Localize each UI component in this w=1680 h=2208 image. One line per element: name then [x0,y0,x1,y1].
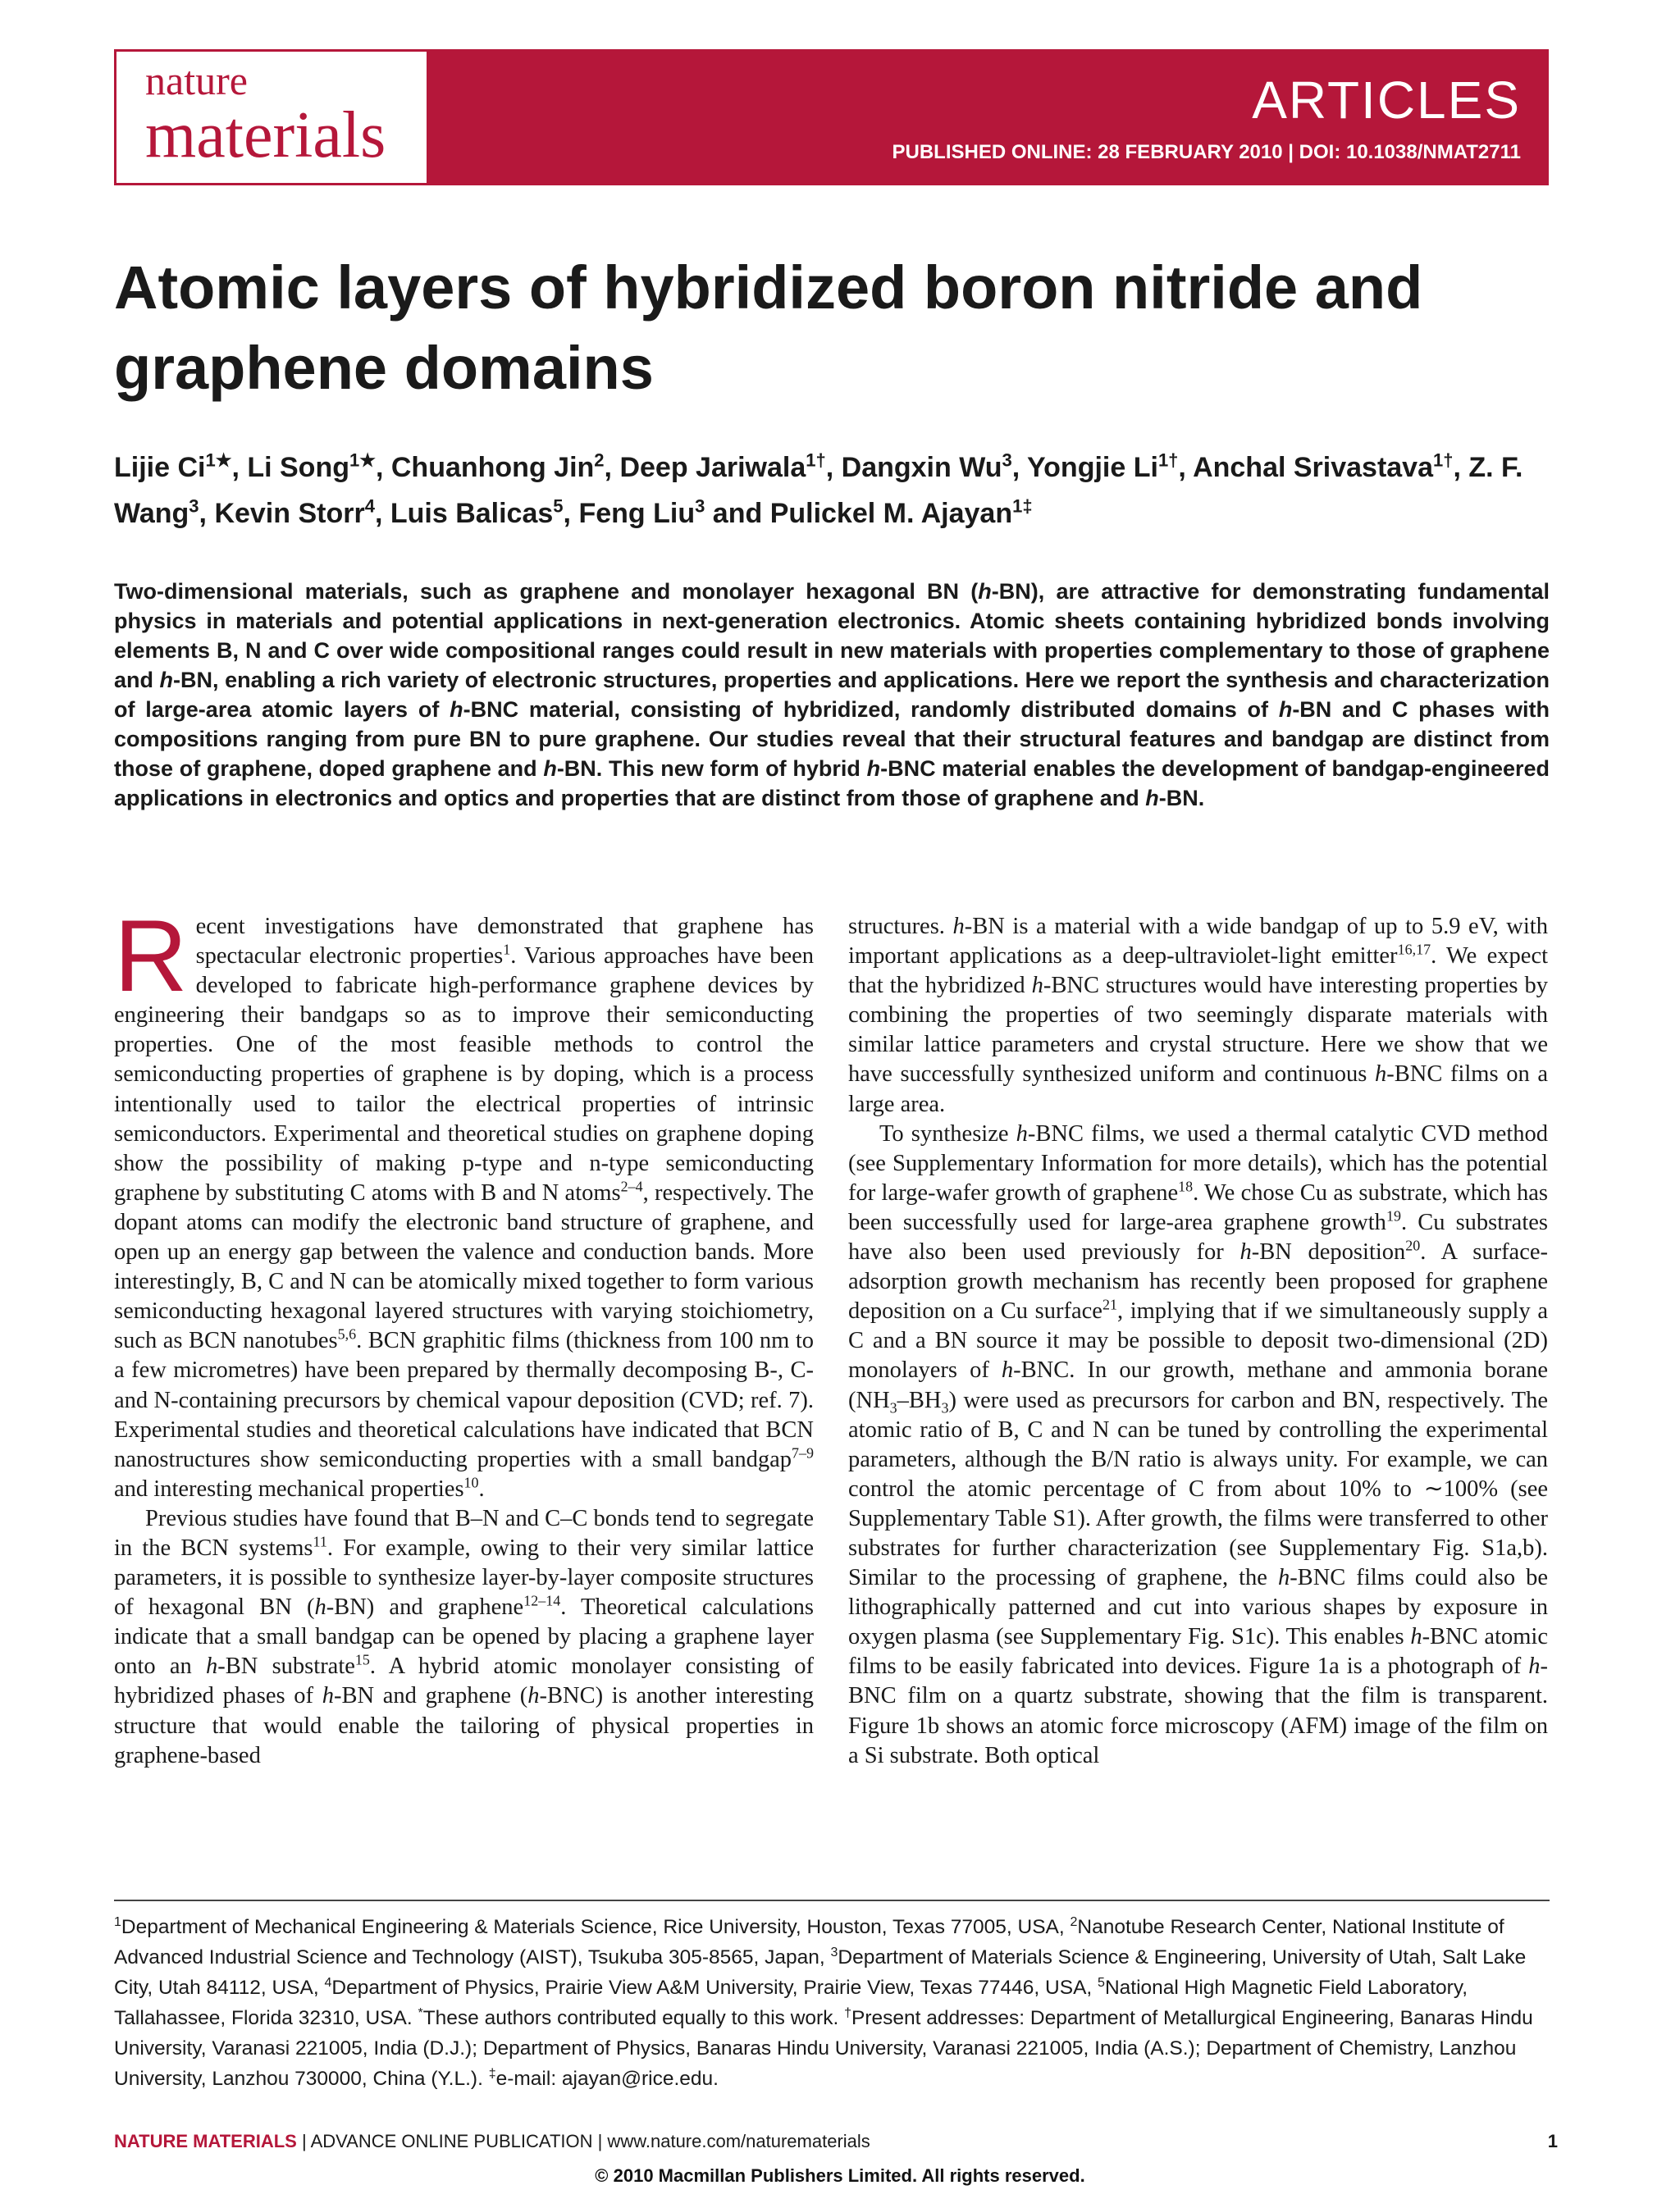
author-name: Feng Liu [578,498,696,529]
journal-logo [114,49,429,185]
body-paragraph: Previous studies have found that B–N and C–C bonds tend to segregate in the BCN systems$^{11}$. For example, owing to their very similar lattice parameters, it is possible to synthesize layer-by-layer composite structures of hexagonal BN (h-BN) and graphene$^{12-14}$. Theoretical calculations indicate that a small bandgap can be opened by placing a graphene layer onto an h-BN substrate$^{15}$. A hybrid atomic monolayer consisting of hybridized phases of h-BN and graphene (h-BNC) is another interesting structure that would enable the tailoring of physical properties in graphene-based [114,1505,814,1768]
footnote-divider [114,1900,1550,1901]
footer-journal-name: NATURE MATERIALS [114,2131,297,2151]
italic-text: h [527,1683,540,1709]
superscript: 7–9 [792,1444,814,1462]
author-affiliation-mark: 1† [1157,449,1179,471]
italic-text: h [866,756,881,781]
italic-text: h [159,668,174,692]
logo-nature: nature [145,57,248,103]
author-name: Chuanhong Jin [390,452,595,483]
body-paragraph: Recent investigations have demonstrated that graphene has spectacular electronic properties$^1$. Various approaches have been developed to fabricate high-performance graphene devices by engineering their bandgaps so as to improve their semiconducting properties. One of the most feasible methods to control the semiconducting properties of graphene is by doping, which is a process intentionally used to tailor the electrical properties of intrinsic semiconductors. Experimental and theoretical studies on graphene doping show the possibility of making p-type and n-type semiconducting graphene by substituting C atoms with B and N atoms$^{2-4}$, respectively. The dopant atoms can modify the electronic band structure of graphene, and open up an energy gap between the valence and conduction bands. More interestingly, B, C and N can be atomically mixed together to form various semiconducting hexagonal layered structures with varying stoichiometry, such as BCN nanotubes$^{5,6}$. BCN graphitic films (thickness from 100 nm to a few micrometres) have been prepared by thermally decomposing B-, C- and N-containing precursors by chemical vapour deposition (CVD; ref. 7). Experimental studies and theoretical calculations have indicated that BCN nanostructures show semiconducting properties with a small bandgap$^{7-9}$ and interesting mechanical properties$^{10}$. [114,900,815,1502]
superscript: 19 [1386,1207,1401,1225]
section-label: ARTICLES [1252,71,1521,130]
superscript: 5,6 [337,1325,357,1343]
author-name: Pulickel M. Ajayan [769,498,1013,529]
author-name: Dangxin Wu [841,452,1002,483]
superscript: 3 [830,1945,838,1959]
italic-text: h [1239,1239,1252,1266]
italic-text: h [1001,1357,1014,1384]
author-affiliation-mark: 1★ [205,449,232,471]
author-affiliation-mark: 1★ [349,449,376,471]
author-name: Yongjie Li [1027,452,1158,483]
body-paragraph: structures. h-BN is a material with a wide bandgap of up to 5.9 eV, with important applications as a deep-ultraviolet-light emitter$^{16,17}$. We expect that the hybridized h-BNC structures would have interesting properties by combining the properties of two seemingly disparate materials with similar lattice parameters and crystal structure. Here we show that we have successfully synthesized uniform and continuous h-BNC films on a large area. [848,914,1549,1117]
affiliations-footnote: $^1$Department of Mechanical Engineering & Materials Science, Rice University, Houston, Texas 77005, USA, $^2$Nanotube Research Center, National Institute of Advanced Industrial Science and Technology (AIST), Tsukuba 305-8565, Japan, $^3$Department of Materials Science & Engineering, University of Utah, Salt Lake City, Utah 84112, USA, $^4$Department of Physics, Prairie View A&M University, Prairie View, Texas 77446, USA, $^5$National High Magnetic Field Laboratory, Tallahassee, Florida 32310, USA. *These authors contributed equally to this work. †Present addresses: Department of Metallurgical Engineering, Banaras Hindu University, Varanasi 221005, India (D.J.); Department of Physics, Banaras Hindu University, Varanasi 221005, India (A.S.); Department of Chemistry, Lanzhou University, Lanzhou 730000, China (Y.L.). ‡e-mail: ajayan@rice.edu. [114,1914,1533,2090]
superscript: 21 [1102,1296,1117,1313]
italic-text: h [1374,1061,1387,1088]
superscript: 16,17 [1397,941,1431,958]
superscript: 1 [503,941,511,958]
header-banner [429,49,1549,185]
author-affiliation-mark: 5 [553,495,564,517]
author-name: Z. F. Wang [114,452,1523,529]
body-column-left [114,900,815,1771]
author-list: Lijie $Ci^{1★}$, Li Song$^{1★}$, Chuanhong Jin$^2$, Deep Jariwala$^{1\dagger}$, Dangxin Wu$^3$, Yongjie $Li^{1\dagger}$, Anchal Srivastava$^{1\dagger}$, Z. F. Wang$^3$, Kevin Storr$^4$, Luis Balicas$^5$, Feng Liu$^3$ and Pulickel M. Ajayan$^{1\ddagger}$ [114,449,1523,529]
author-name: Li Song [247,452,349,483]
author-affiliation-mark: 2 [594,449,605,471]
superscript: † [844,2005,851,2020]
article-title: Atomic layers of hybridized boron nitride and graphene domains [114,253,1423,402]
page-number: 1 [1547,2131,1558,2151]
body-column-right [848,912,1548,1771]
superscript: 15 [354,1651,370,1668]
abstract: Two-dimensional materials, such as graphene and monolayer hexagonal BN (h-BN), are attractive for demonstrating fundamental physics in materials and potential applications in next-generation electronics. Atomic sheets containing hybridized bonds involving elements B, N and C over wide compositional ranges could result in new materials with properties complementary to those of graphene and h-BN, enabling a rich variety of electronic structures, properties and applications. Here we report the synthesis and characterization of large-area atomic layers of h-BNC material, consisting of hybridized, randomly distributed domains of h-BN and C phases with compositions ranging from pure BN to pure graphene. Our studies reveal that their structural features and bandgap are distinct from those of graphene, doped graphene and h-BN. This new form of hybrid h-BNC material enables the development of bandgap-engineered applications in electronics and optics and properties that are distinct from those of graphene and h-BN. [114,579,1550,810]
logo-materials: materials [145,99,386,171]
page-footer [114,2128,1558,2155]
superscript: 2 [1070,1914,1078,1929]
italic-text: h [978,579,992,604]
author-name: Anchal Srivastava [1193,452,1433,483]
italic-text: h [952,914,965,939]
italic-text: h [206,1654,218,1680]
italic-text: h [1278,697,1293,722]
superscript: 11 [313,1533,327,1550]
italic-text: h [1410,1624,1422,1650]
superscript: 20 [1405,1237,1421,1254]
author-name: Kevin Storr [214,498,365,529]
superscript: ‡ [488,2066,496,2081]
footer-publication-info: | ADVANCE ONLINE PUBLICATION | www.nature.com/naturematerials [296,2131,870,2151]
superscript: 18 [1178,1178,1194,1195]
superscript: 5 [1098,1975,1105,1990]
italic-text: h [1528,1654,1541,1680]
publication-info: PUBLISHED ONLINE: 28 FEBRUARY 2010 | DOI: 10.1038/NMAT2711 [892,141,1521,163]
italic-text: h [543,756,557,781]
italic-text: h [1277,1565,1290,1591]
italic-text: h [450,697,463,722]
superscript: * [418,2005,423,2020]
italic-text: h [1016,1120,1028,1147]
subscript: 3 [941,1399,949,1416]
author-name: Deep Jariwala [619,452,806,483]
superscript: 2–4 [620,1178,643,1195]
author-affiliation-mark: 3 [695,495,705,517]
author-name: Lijie Ci [114,452,206,483]
superscript: 1 [114,1914,121,1929]
author-affiliation-mark: 3 [1002,449,1012,471]
subscript: 3 [889,1399,897,1416]
superscript: 12–14 [523,1592,561,1609]
superscript: 4 [324,1975,332,1990]
author-affiliation-mark: 1† [1433,449,1454,471]
copyright-notice: © 2010 Macmillan Publishers Limited. All rights reserved. [595,2165,1085,2186]
author-affiliation-mark: 1† [806,449,826,471]
author-name: Luis Balicas [390,498,554,529]
author-affiliation-mark: 3 [189,495,199,517]
italic-text: h [322,1683,334,1709]
body-paragraph: To synthesize h-BNC films, we used a thermal catalytic CVD method (see Supplementary Information for more details), which has the potential for large-wafer growth of graphene$^{18}$. We chose Cu as substrate, which has been successfully used for large-area graphene growth$^{19}$. Cu substrates have also been used previously for h-BN deposition$^{20}$. A surface-adsorption growth mechanism has recently been proposed for graphene deposition on a Cu surface$^{21}$, implying that if we simultaneously supply a C and a BN source it may be possible to deposit two-dimensional (2D) monolayers of h-BNC. In our growth, methane and ammonia borane $(NH_3-BH_3)$ were used as precursors for carbon and BN, respectively. The atomic ratio of B, C and N can be tuned by controlling the experimental parameters, although the B/N ratio is always unity. For example, we can control the atomic percentage of C from about 10% to ∼100% (see Supplementary Table S1). After growth, the films were transferred to other substrates for further characterization (see Supplementary Fig. S1a,b). Similar to the processing of graphene, the h-BNC films could also be lithographically patterned and cut into various shapes by exposure in oxygen plasma (see Supplementary Fig. S1c). This enables h-BNC atomic films to be easily fabricated into devices. Figure 1a is a photograph of h-BNC film on a quartz substrate, showing that the film is transparent. Figure 1b shows an atomic force microscopy (AFM) image of the film on a Si substrate. Both optical [848,1120,1549,1768]
italic-text: h [1031,973,1043,999]
superscript: 10 [463,1474,479,1491]
italic-text: h [314,1594,326,1621]
drop-cap: R [114,900,188,1013]
author-affiliation-mark: 1‡ [1012,495,1033,517]
author-affiliation-mark: 4 [364,495,375,517]
italic-text: h [1145,786,1159,810]
